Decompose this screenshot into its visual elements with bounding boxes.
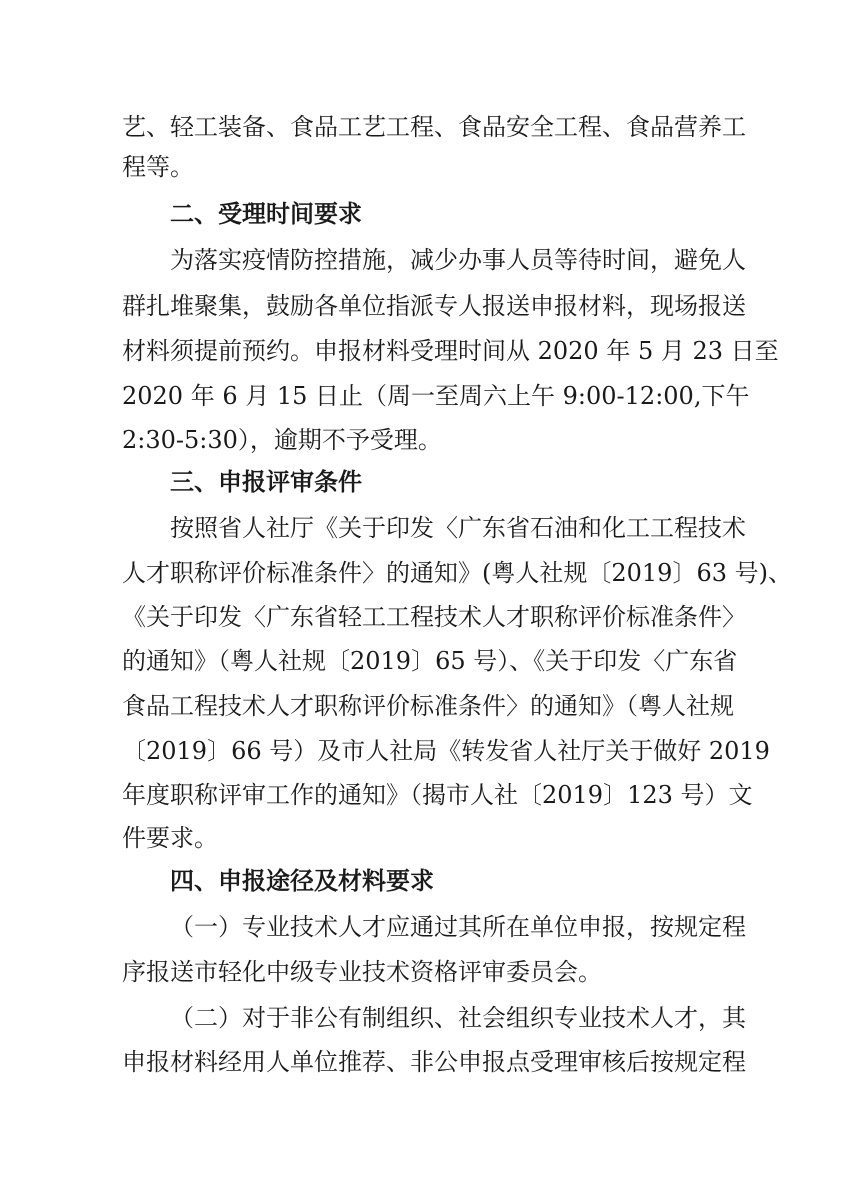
section-heading-3: 三、申报评审条件 — [170, 468, 362, 496]
paragraph-line: 食品工程技术人才职称评价标准条件〉的通知》（粤人社规 — [122, 692, 734, 720]
section-heading-4: 四、申报途径及材料要求 — [170, 867, 434, 895]
paragraph-line: 材料须提前预约。申报材料受理时间从 2020 年 5 月 23 日至 — [122, 337, 779, 365]
paragraph-line: 年度职称评审工作的通知》（揭市人社〔2019〕123 号）文 — [122, 781, 753, 809]
paragraph-line: 按照省人社厅《关于印发〈广东省石油和化工工程技术 — [170, 514, 746, 542]
paragraph-line: 序报送市轻化中级专业技术资格评审委员会。 — [122, 958, 602, 986]
section-heading-2: 二、受理时间要求 — [170, 200, 362, 228]
paragraph-line: 2:30-5:30），逾期不予受理。 — [122, 426, 442, 454]
paragraph-line: 群扎堆聚集，鼓励各单位指派专人报送申报材料，现场报送 — [122, 292, 746, 320]
paragraph-line: （二）对于非公有制组织、社会组织专业技术人才，其 — [170, 1004, 746, 1032]
paragraph-line: 《关于印发〈广东省轻工工程技术人才职称评价标准条件〉 — [122, 603, 746, 631]
paragraph-line: 程等。 — [122, 153, 194, 181]
paragraph-line: 件要求。 — [122, 824, 218, 852]
paragraph-line: 人才职称评价标准条件〉的通知》(粤人社规〔2019〕63 号)、 — [122, 559, 792, 587]
paragraph-line: 为落实疫情防控措施，减少办事人员等待时间，避免人 — [170, 246, 746, 274]
paragraph-line: 〔2019〕66 号）及市人社局《转发省人社厅关于做好 2019 — [122, 737, 770, 765]
paragraph-line: 艺、轻工装备、食品工艺工程、食品安全工程、食品营养工 — [122, 113, 746, 141]
paragraph-line: （一）专业技术人才应通过其所在单位申报，按规定程 — [170, 913, 746, 941]
paragraph-line: 2020 年 6 月 15 日止（周一至周六上午 9:00-12:00,下午 — [122, 382, 750, 410]
paragraph-line: 申报材料经用人单位推荐、非公申报点受理审核后按规定程 — [122, 1048, 746, 1076]
paragraph-line: 的通知》（粤人社规〔2019〕65 号）、《关于印发〈广东省 — [122, 647, 738, 675]
